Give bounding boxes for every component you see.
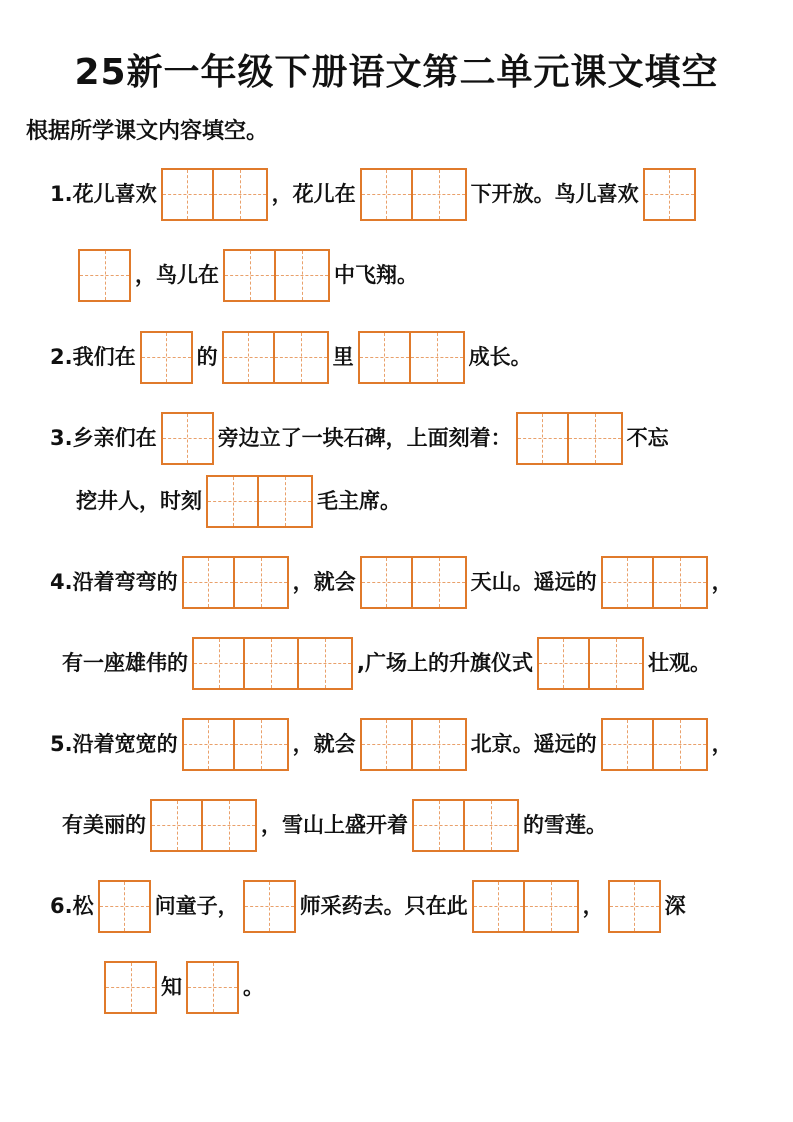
writing-grid-cell[interactable]: [413, 556, 467, 609]
text: ，就会: [292, 732, 356, 756]
answer-blank-2[interactable]: [222, 331, 329, 384]
text: 知: [161, 975, 182, 999]
writing-grid-cell[interactable]: [140, 331, 193, 384]
writing-grid-cell[interactable]: [360, 556, 413, 609]
writing-grid-cell[interactable]: [259, 475, 313, 528]
answer-blank-2[interactable]: [360, 718, 467, 771]
text: 。: [243, 975, 264, 999]
text: ，雪山上盛开着: [261, 813, 408, 837]
writing-grid-cell[interactable]: [104, 961, 157, 1014]
answer-blank-2[interactable]: [537, 637, 644, 690]
writing-grid-cell[interactable]: [186, 961, 239, 1014]
question-4-line-1: [50, 554, 733, 610]
answer-blank-1[interactable]: [608, 880, 661, 933]
answer-blank-1[interactable]: [104, 961, 157, 1014]
writing-grid-cell[interactable]: [78, 249, 131, 302]
text: 的: [196, 345, 218, 369]
text: ，: [711, 732, 733, 756]
answer-blank-1[interactable]: [161, 412, 214, 465]
writing-grid-cell[interactable]: [569, 412, 623, 465]
writing-grid-cell[interactable]: [654, 556, 708, 609]
text: 2.我们在: [50, 345, 136, 369]
answer-blank-1[interactable]: [243, 880, 296, 933]
writing-grid-cell[interactable]: [161, 168, 214, 221]
question-1-line-1: [50, 166, 700, 222]
answer-blank-2[interactable]: [516, 412, 623, 465]
answer-blank-2[interactable]: [182, 556, 289, 609]
writing-grid-cell[interactable]: [245, 637, 299, 690]
writing-grid-cell[interactable]: [192, 637, 245, 690]
writing-grid-cell[interactable]: [276, 249, 330, 302]
answer-blank-1[interactable]: [186, 961, 239, 1014]
writing-grid-cell[interactable]: [643, 168, 696, 221]
writing-grid-cell[interactable]: [590, 637, 644, 690]
text: 6.松: [50, 894, 94, 918]
question-3-line-2: [76, 473, 401, 529]
writing-grid-cell[interactable]: [243, 880, 296, 933]
text: 里: [332, 345, 354, 369]
answer-blank-2[interactable]: [182, 718, 289, 771]
writing-grid-cell[interactable]: [98, 880, 151, 933]
writing-grid-cell[interactable]: [182, 718, 235, 771]
question-6-line-2: [100, 959, 264, 1015]
writing-grid-cell[interactable]: [516, 412, 569, 465]
writing-grid-cell[interactable]: [275, 331, 329, 384]
text: 旁边立了一块石碑，上面刻着：: [217, 426, 512, 450]
writing-grid-cell[interactable]: [358, 331, 411, 384]
writing-grid-cell[interactable]: [413, 168, 467, 221]
text: ，: [711, 570, 733, 594]
writing-grid-cell[interactable]: [601, 556, 654, 609]
writing-grid-cell[interactable]: [465, 799, 519, 852]
text: 深: [664, 894, 686, 918]
text: 问童子，: [154, 894, 239, 918]
text: 中飞翔。: [334, 263, 418, 287]
text: 有美丽的: [62, 813, 146, 837]
writing-grid-cell[interactable]: [413, 718, 467, 771]
writing-grid-cell[interactable]: [206, 475, 259, 528]
question-2: [50, 329, 532, 385]
writing-grid-cell[interactable]: [222, 331, 275, 384]
answer-blank-1[interactable]: [78, 249, 131, 302]
text: 毛主席。: [317, 489, 401, 513]
answer-blank-2[interactable]: [150, 799, 257, 852]
text: 1.花儿喜欢: [50, 182, 157, 206]
answer-blank-1[interactable]: [643, 168, 696, 221]
text: ,广场上的升旗仪式: [357, 651, 533, 675]
text: ，花儿在: [271, 182, 356, 206]
question-6-line-1: [50, 878, 686, 934]
answer-blank-2[interactable]: [360, 556, 467, 609]
question-1-line-2: [74, 247, 418, 303]
answer-blank-3[interactable]: [192, 637, 353, 690]
question-3-line-1: [50, 410, 669, 466]
writing-grid-cell[interactable]: [203, 799, 257, 852]
answer-blank-2[interactable]: [206, 475, 313, 528]
writing-grid-cell[interactable]: [235, 556, 289, 609]
writing-grid-cell[interactable]: [601, 718, 654, 771]
writing-grid-cell[interactable]: [412, 799, 465, 852]
writing-grid-cell[interactable]: [223, 249, 276, 302]
writing-grid-cell[interactable]: [411, 331, 465, 384]
writing-grid-cell[interactable]: [150, 799, 203, 852]
text: 北京。遥远的: [470, 732, 597, 756]
answer-blank-1[interactable]: [98, 880, 151, 933]
writing-grid-cell[interactable]: [654, 718, 708, 771]
text: 有一座雄伟的: [62, 651, 188, 675]
answer-blank-2[interactable]: [601, 556, 708, 609]
writing-grid-cell[interactable]: [235, 718, 289, 771]
text: ，: [582, 894, 604, 918]
text: 不忘: [626, 426, 669, 450]
text: 挖井人，时刻: [76, 489, 202, 513]
writing-grid-cell[interactable]: [608, 880, 661, 933]
writing-grid-cell[interactable]: [214, 168, 268, 221]
text: 师采药去。只在此: [299, 894, 468, 918]
text: ，鸟儿在: [135, 263, 219, 287]
answer-blank-2[interactable]: [223, 249, 330, 302]
text: 4.沿着弯弯的: [50, 570, 178, 594]
text: 的雪莲。: [523, 813, 607, 837]
answer-blank-2[interactable]: [472, 880, 579, 933]
answer-blank-2[interactable]: [412, 799, 519, 852]
page-title: 25新一年级下册语文第二单元课文填空: [74, 52, 719, 93]
answer-blank-2[interactable]: [161, 168, 268, 221]
text: ，就会: [292, 570, 356, 594]
question-5-line-1: [50, 716, 733, 772]
writing-grid-cell[interactable]: [472, 880, 525, 933]
text: 成长。: [468, 345, 532, 369]
writing-grid-cell[interactable]: [537, 637, 590, 690]
text: 3.乡亲们在: [50, 426, 157, 450]
answer-blank-1[interactable]: [140, 331, 193, 384]
answer-blank-2[interactable]: [601, 718, 708, 771]
writing-grid-cell[interactable]: [360, 718, 413, 771]
instruction: 根据所学课文内容填空。: [26, 119, 269, 144]
writing-grid-cell[interactable]: [525, 880, 579, 933]
text: 天山。遥远的: [470, 570, 597, 594]
writing-grid-cell[interactable]: [182, 556, 235, 609]
text: 下开放。鸟儿喜欢: [470, 182, 639, 206]
question-5-line-2: [62, 797, 607, 853]
writing-grid-cell[interactable]: [299, 637, 353, 690]
answer-blank-2[interactable]: [358, 331, 465, 384]
question-4-line-2: [62, 635, 711, 691]
answer-blank-2[interactable]: [360, 168, 467, 221]
writing-grid-cell[interactable]: [360, 168, 413, 221]
text: 5.沿着宽宽的: [50, 732, 178, 756]
text: 壮观。: [647, 651, 711, 675]
writing-grid-cell[interactable]: [161, 412, 214, 465]
